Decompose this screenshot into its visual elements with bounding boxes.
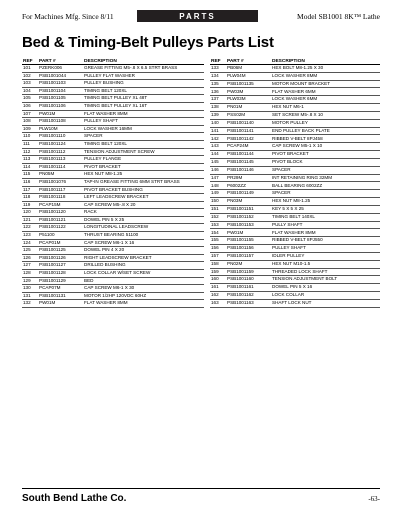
table-row: [210, 221, 380, 229]
brand-logo-text: South Bend Lathe Co.: [22, 493, 127, 504]
ref-cell: 101: [22, 65, 38, 73]
part-number-cell: PSB1001157: [226, 252, 271, 260]
page-number: -63-: [368, 495, 380, 503]
table-row: [22, 224, 204, 232]
part-number-cell: P51100: [38, 232, 83, 240]
ref-cell: 117: [22, 186, 38, 194]
part-number-cell: PSB1001113: [38, 156, 83, 164]
table-row: [210, 182, 380, 190]
table-row: [210, 80, 380, 88]
header-machines-note: For Machines Mfg. Since 8/11: [22, 11, 114, 21]
description-cell: CAP SCREW M6-1 X 30: [83, 285, 204, 293]
part-number-cell: PSS02M: [226, 111, 271, 119]
description-cell: SPACER: [83, 133, 204, 141]
ref-cell: 111: [22, 140, 38, 148]
part-number-cell: PSB1001121: [38, 216, 83, 224]
part-number-cell: PCAP07M: [38, 285, 83, 293]
ref-cell: 118: [22, 194, 38, 202]
description-cell: DRILLED BUSHING: [83, 262, 204, 270]
part-number-cell: PLW04M: [226, 72, 271, 80]
description-cell: DOWEL PIN 5 X 25: [83, 216, 204, 224]
table-row: [22, 72, 204, 80]
table-row: [22, 239, 204, 247]
description-cell: LOCK WASHER 16MM: [83, 125, 204, 133]
table-row: [210, 65, 380, 73]
ref-cell: 114: [22, 163, 38, 171]
ref-cell: 137: [210, 96, 226, 104]
part-number-cell: PSB1001163: [226, 299, 271, 307]
description-cell: KEY 5 X 5 X 25: [271, 205, 380, 213]
table-row: [22, 140, 204, 148]
description-cell: PULLEY BUSHING: [83, 80, 204, 88]
table-row: [22, 216, 204, 224]
ref-cell: 115: [22, 171, 38, 179]
description-cell: DOWEL PIN 4 X 20: [83, 247, 204, 255]
ref-cell: 143: [210, 143, 226, 151]
parts-tables: [22, 58, 380, 308]
part-number-cell: PCAP01M: [38, 239, 83, 247]
part-number-cell: PW01M: [38, 110, 83, 118]
ref-cell: 113: [22, 156, 38, 164]
part-number-cell: PSB1001118: [38, 194, 83, 202]
table-row: [22, 95, 204, 103]
part-number-cell: PN03M: [226, 198, 271, 206]
description-cell: LEFT LEADSCREW BRACKET: [83, 194, 204, 202]
description-cell: TAP-IN GREASE FITTING 6MM STRT BRASS: [83, 178, 204, 186]
ref-cell: 134: [210, 72, 226, 80]
ref-cell: 104: [22, 87, 38, 95]
ref-cell: 124: [22, 239, 38, 247]
table-row: [22, 300, 204, 308]
page-header: [22, 10, 380, 22]
part-number-cell: PLW10M: [38, 125, 83, 133]
col-part-header: PART #: [38, 58, 83, 65]
ref-cell: 116: [22, 178, 38, 186]
table-row: [22, 87, 204, 95]
table-row: [22, 171, 204, 179]
part-number-cell: PSB1001076: [38, 178, 83, 186]
table-row: [210, 190, 380, 198]
col-ref-header: REF: [22, 58, 38, 65]
description-cell: BALL BEARING 6002ZZ: [271, 182, 380, 190]
ref-cell: 151: [210, 205, 226, 213]
description-cell: RIBBED V-BELT 8PJ458: [271, 135, 380, 143]
description-cell: LOCK WASHER 8MM: [271, 72, 380, 80]
description-cell: FLAT WASHER 8MM: [83, 300, 204, 308]
ref-cell: 149: [210, 190, 226, 198]
table-row: [210, 198, 380, 206]
ref-cell: 119: [22, 201, 38, 209]
ref-cell: 152: [210, 213, 226, 221]
ref-cell: 131: [22, 292, 38, 300]
ref-cell: 125: [22, 247, 38, 255]
ref-cell: 129: [22, 277, 38, 285]
table-row: [210, 88, 380, 96]
description-cell: SHAFT LOCK NUT: [271, 299, 380, 307]
table-row: [22, 209, 204, 217]
ref-cell: 103: [22, 80, 38, 88]
table-row: [22, 285, 204, 293]
table-row: [22, 270, 204, 278]
table-row: [210, 119, 380, 127]
table-row: [210, 104, 380, 112]
description-cell: TIMING BELT 140XL: [271, 213, 380, 221]
ref-cell: 144: [210, 151, 226, 159]
part-number-cell: PSB1001104: [38, 87, 83, 95]
table-row: [210, 268, 380, 276]
table-row: [210, 166, 380, 174]
table-row: [22, 194, 204, 202]
ref-cell: 127: [22, 262, 38, 270]
table-row: [210, 143, 380, 151]
ref-cell: 110: [22, 133, 38, 141]
description-cell: PIVOT BRACKET: [83, 163, 204, 171]
part-number-cell: PN02M: [226, 260, 271, 268]
ref-cell: 136: [210, 88, 226, 96]
table-row: [210, 299, 380, 307]
table-row: [22, 262, 204, 270]
ref-cell: 138: [210, 104, 226, 112]
description-cell: THRUST BEARING 51100: [83, 232, 204, 240]
description-cell: SPACER: [271, 190, 380, 198]
part-number-cell: PCAP15M: [38, 201, 83, 209]
table-row: [210, 292, 380, 300]
description-cell: FLAT WASHER 8MM: [271, 229, 380, 237]
table-row: [22, 232, 204, 240]
table-row: [22, 80, 204, 88]
ref-cell: 130: [22, 285, 38, 293]
description-cell: TENSION ADJUSTMENT BOLT: [271, 276, 380, 284]
ref-cell: 154: [210, 229, 226, 237]
part-number-cell: PSB1001044: [38, 72, 83, 80]
ref-cell: 160: [210, 276, 226, 284]
description-cell: PIVOT BLOCK: [271, 158, 380, 166]
description-cell: BED: [83, 277, 204, 285]
table-row: [210, 252, 380, 260]
table-row: [22, 186, 204, 194]
table-row: [210, 111, 380, 119]
ref-cell: 140: [210, 119, 226, 127]
ref-cell: 135: [210, 80, 226, 88]
table-row: [210, 127, 380, 135]
ref-cell: 107: [22, 110, 38, 118]
part-number-cell: PSB1001159: [226, 268, 271, 276]
ref-cell: 157: [210, 252, 226, 260]
description-cell: INT RETAINING RING 32MM: [271, 174, 380, 182]
part-number-cell: PSB1001124: [38, 140, 83, 148]
part-number-cell: PSB1001110: [38, 133, 83, 141]
table-row: [22, 110, 204, 118]
description-cell: CAP SCREW M5-.8 X 20: [83, 201, 204, 209]
part-number-cell: PW03M: [226, 88, 271, 96]
part-number-cell: PSB1001120: [38, 209, 83, 217]
ref-cell: 122: [22, 224, 38, 232]
description-cell: TIMING BELT PULLEY XL 16T: [83, 102, 204, 110]
ref-cell: 161: [210, 284, 226, 292]
part-number-cell: PSB1001122: [38, 224, 83, 232]
part-number-cell: PSB1001161: [226, 284, 271, 292]
description-cell: END PULLEY BACK PLATE: [271, 127, 380, 135]
description-cell: HEX NUT M8-1.25: [83, 171, 204, 179]
description-cell: LOCK COLLAR W/SET SCREW: [83, 270, 204, 278]
description-cell: SET SCREW M5-.8 X 10: [271, 111, 380, 119]
part-number-cell: PSB1001114: [38, 163, 83, 171]
description-cell: IDLER PULLEY: [271, 252, 380, 260]
part-number-cell: PSB1001126: [38, 254, 83, 262]
description-cell: PIVOT BRACKET: [271, 151, 380, 159]
table-row: [22, 277, 204, 285]
parts-table-left: [22, 58, 204, 308]
part-number-cell: PSB1001151: [226, 205, 271, 213]
table-row: [210, 96, 380, 104]
part-number-cell: P6002ZZ: [226, 182, 271, 190]
col-desc-header: DESCRIPTION: [83, 58, 204, 65]
description-cell: PULLEY SHAFT: [271, 245, 380, 253]
ref-cell: 106: [22, 102, 38, 110]
description-cell: RACK: [83, 209, 204, 217]
part-number-cell: PSB1001145: [226, 158, 271, 166]
part-number-cell: PLW03M: [226, 96, 271, 104]
ref-cell: 145: [210, 158, 226, 166]
table-row: [210, 205, 380, 213]
table-row: [22, 118, 204, 126]
description-cell: LONGITUDINAL LEADSCREW: [83, 224, 204, 232]
part-number-cell: PSB1001141: [226, 127, 271, 135]
part-number-cell: PSB1001142: [226, 135, 271, 143]
table-row: [210, 245, 380, 253]
ref-cell: 139: [210, 111, 226, 119]
table-row: [22, 102, 204, 110]
ref-cell: 105: [22, 95, 38, 103]
part-number-cell: PSB1001155: [226, 237, 271, 245]
description-cell: HEX NUT M10-1.5: [271, 260, 380, 268]
table-row: [22, 133, 204, 141]
description-cell: HEX NUT M6-1: [271, 104, 380, 112]
part-number-cell: PW01M: [226, 229, 271, 237]
part-number-cell: PR29M: [226, 174, 271, 182]
ref-cell: 126: [22, 254, 38, 262]
parts-table-right: [210, 58, 380, 308]
table-row: [210, 213, 380, 221]
description-cell: CAP SCREW M5-1 X 10: [271, 143, 380, 151]
table-row: [210, 229, 380, 237]
description-cell: RIBBED V-BELT 8PJ550: [271, 237, 380, 245]
part-number-cell: PSB1001108: [38, 118, 83, 126]
ref-cell: 148: [210, 182, 226, 190]
description-cell: TIMING BELT PULLEY XL 48T: [83, 95, 204, 103]
header-model: Model SB1001 8K™ Lathe: [297, 11, 380, 21]
part-number-cell: PCAP24M: [226, 143, 271, 151]
description-cell: HEX NUT M8-1.25: [271, 198, 380, 206]
part-number-cell: PSB1001131: [38, 292, 83, 300]
ref-cell: 141: [210, 127, 226, 135]
ref-cell: 142: [210, 135, 226, 143]
part-number-cell: PW01M: [38, 300, 83, 308]
col-part-header: PART #: [226, 58, 271, 65]
part-number-cell: PSB1001127: [38, 262, 83, 270]
ref-cell: 163: [210, 299, 226, 307]
col-ref-header: REF: [210, 58, 226, 65]
table-row: [210, 135, 380, 143]
ref-cell: 108: [22, 118, 38, 126]
description-cell: PULLY SHAFT: [271, 221, 380, 229]
ref-cell: 146: [210, 166, 226, 174]
part-number-cell: PSB1001128: [38, 270, 83, 278]
part-number-cell: PSB1001146: [226, 166, 271, 174]
part-number-cell: PSB1001129: [38, 277, 83, 285]
table-row: [22, 201, 204, 209]
table-row: [22, 148, 204, 156]
part-number-cell: PZERK006: [38, 65, 83, 73]
table-row: [210, 284, 380, 292]
description-cell: LOCK WASHER 6MM: [271, 96, 380, 104]
description-cell: DOWEL PIN 5 X 16: [271, 284, 380, 292]
description-cell: PULLEY FLANGE: [83, 156, 204, 164]
header-section-label: PARTS: [137, 10, 258, 22]
description-cell: THREADED LOCK SHAFT: [271, 268, 380, 276]
table-row: [210, 260, 380, 268]
part-number-cell: PSB1001117: [38, 186, 83, 194]
part-number-cell: PSB1001135: [226, 80, 271, 88]
page-footer: [22, 488, 380, 505]
description-cell: TENSION ADJUSTMENT SCREW: [83, 148, 204, 156]
part-number-cell: PSB1001152: [226, 213, 271, 221]
table-row: [22, 65, 204, 73]
parts-table-right-body: [210, 65, 380, 308]
part-number-cell: PN01M: [226, 104, 271, 112]
ref-cell: 150: [210, 198, 226, 206]
table-row: [210, 237, 380, 245]
ref-cell: 120: [22, 209, 38, 217]
part-number-cell: PSB1001149: [226, 190, 271, 198]
ref-cell: 155: [210, 237, 226, 245]
ref-cell: 112: [22, 148, 38, 156]
parts-table-left-body: [22, 65, 204, 308]
part-number-cell: PSB1001112: [38, 148, 83, 156]
part-number-cell: PSB1001106: [38, 102, 83, 110]
table-row: [210, 276, 380, 284]
table-row: [22, 254, 204, 262]
part-number-cell: PSB1001144: [226, 151, 271, 159]
ref-cell: 121: [22, 216, 38, 224]
ref-cell: 102: [22, 72, 38, 80]
part-number-cell: PN05M: [38, 171, 83, 179]
table-row: [22, 156, 204, 164]
table-row: [22, 163, 204, 171]
ref-cell: 133: [210, 65, 226, 73]
part-number-cell: PSB1001103: [38, 80, 83, 88]
ref-cell: 123: [22, 232, 38, 240]
part-number-cell: PSB1001162: [226, 292, 271, 300]
description-cell: PIVOT BRACKET BUSHING: [83, 186, 204, 194]
ref-cell: 159: [210, 268, 226, 276]
description-cell: PULLEY FLAT WASHER: [83, 72, 204, 80]
part-number-cell: PSB1001153: [226, 221, 271, 229]
description-cell: SPACER: [271, 166, 380, 174]
description-cell: LOCK COLLAR: [271, 292, 380, 300]
description-cell: HEX BOLT M8-1.25 X 30: [271, 65, 380, 73]
part-number-cell: PSB1001160: [226, 276, 271, 284]
ref-cell: 147: [210, 174, 226, 182]
ref-cell: 153: [210, 221, 226, 229]
table-row: [210, 158, 380, 166]
ref-cell: 162: [210, 292, 226, 300]
table-row: [22, 247, 204, 255]
table-row: [22, 125, 204, 133]
table-row: [210, 72, 380, 80]
table-row: [210, 151, 380, 159]
description-cell: PULLEY SHAFT: [83, 118, 204, 126]
ref-cell: 158: [210, 260, 226, 268]
part-number-cell: PSB1001156: [226, 245, 271, 253]
ref-cell: 132: [22, 300, 38, 308]
description-cell: MOTOR MOUNT BRACKET: [271, 80, 380, 88]
description-cell: MOTOR 1/2HP 120VDC 60HZ: [83, 292, 204, 300]
ref-cell: 128: [22, 270, 38, 278]
description-cell: FLAT WASHER 8MM: [83, 110, 204, 118]
ref-cell: 109: [22, 125, 38, 133]
description-cell: GREASE FITTING M5-.8 X 6.5 STRT BRASS: [83, 65, 204, 73]
description-cell: MOTOR PULLEY: [271, 119, 380, 127]
description-cell: RIGHT LEADSCREW BRACKET: [83, 254, 204, 262]
table-row: [210, 174, 380, 182]
part-number-cell: PSB1001140: [226, 119, 271, 127]
part-number-cell: PB06M: [226, 65, 271, 73]
page-title: Bed & Timing-Belt Pulleys Parts List: [22, 34, 274, 51]
description-cell: CAP SCREW M6-1 X 16: [83, 239, 204, 247]
description-cell: FLAT WASHER 6MM: [271, 88, 380, 96]
col-desc-header: DESCRIPTION: [271, 58, 380, 65]
description-cell: TIMING BELT 120XL: [83, 87, 204, 95]
part-number-cell: PSB1001105: [38, 95, 83, 103]
table-row: [22, 178, 204, 186]
description-cell: TIMING BELT 120XL: [83, 140, 204, 148]
part-number-cell: PSB1001125: [38, 247, 83, 255]
ref-cell: 156: [210, 245, 226, 253]
table-row: [22, 292, 204, 300]
